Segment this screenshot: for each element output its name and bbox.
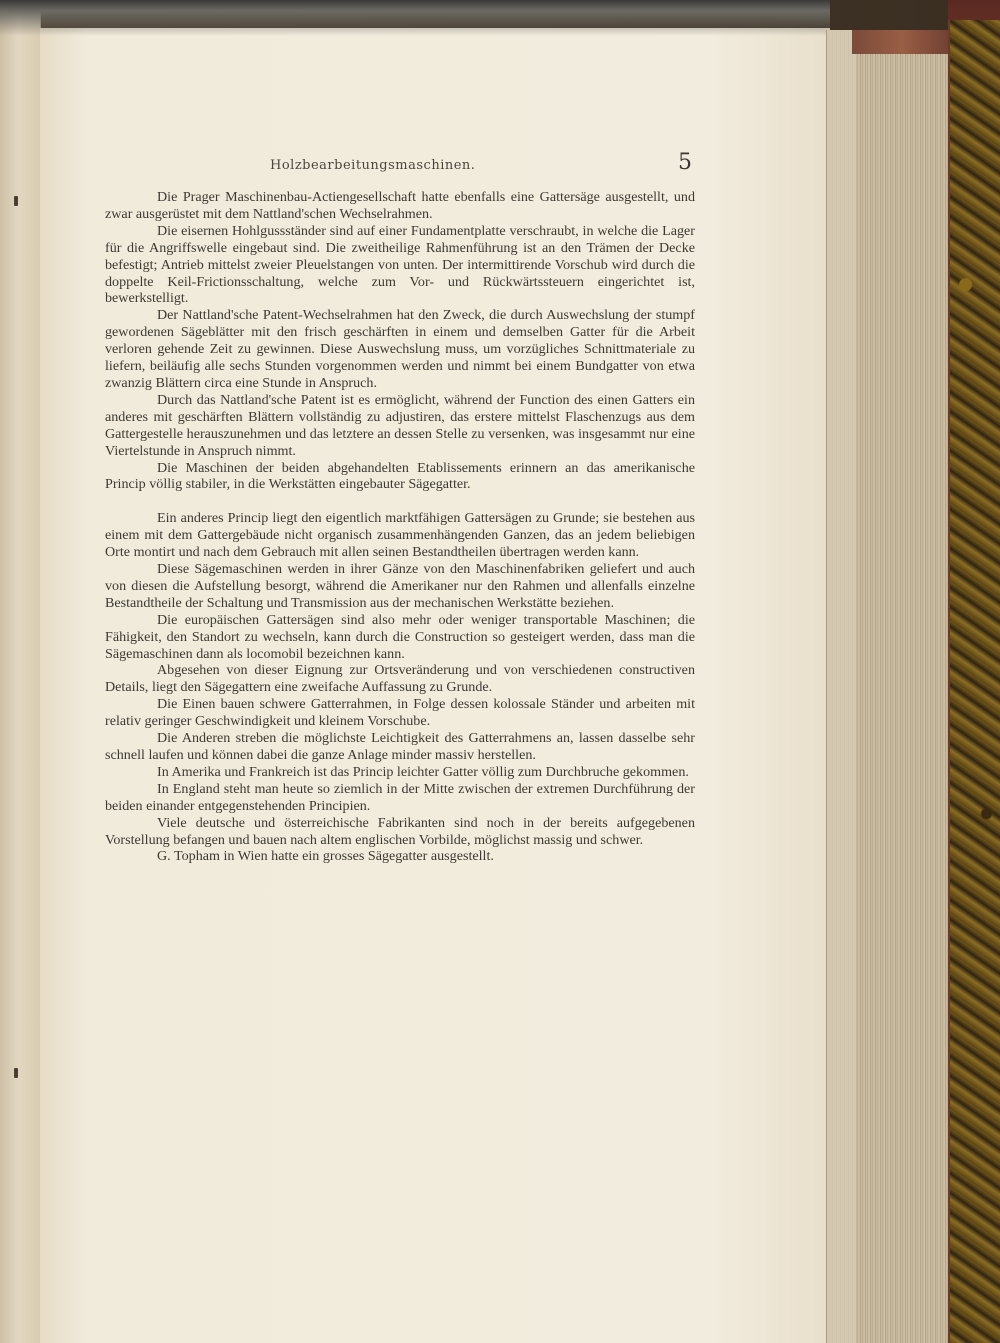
running-title: Holzbearbeitungsmaschinen. [270, 158, 476, 173]
paragraph: Der Nattland'sche Patent-Wechselrahmen hat den Zweck, die durch Auswechslung der stumpf gewordenen Sägeblätter mit den frisch geschärften in einem und demselben Gatter für die Arbeit verloren gehende Zeit zu gewinnen. Diese Auswechslung muss, um vorzügliches Schnittmateriale zu liefern, beiläufig alle sechs Stunden vorgenommen werden und nimmt bei einem Bundgatter von etwa zwanzig Blättern circa eine Stunde in Anspruch. [105, 307, 695, 391]
paragraph: In Amerika und Frankreich ist das Princip leichter Gatter völlig zum Durchbruche gekommen. [157, 763, 689, 780]
page-number: 5 [678, 150, 692, 175]
paragraph: G. Topham in Wien hatte ein grosses Sägegatter ausgestellt. [157, 848, 494, 865]
marbled-binding [948, 20, 1000, 1343]
paragraph: Die Maschinen der beiden abgehandelten Etablissements erinnern an das amerikanische Princip völlig stabiler, in die Werkstätten eingebauter Sägegatter. [105, 459, 695, 493]
paragraph: Viele deutsche und österreichische Fabrikanten sind noch in der bereits aufgegebenen Vorstellung befangen und bauen nach altem englischen Vorbilde, möglichst massig und schwer. [105, 814, 695, 848]
previous-page-edge [0, 0, 41, 1343]
page-block-edges [826, 30, 857, 1343]
paragraph: Die Anderen streben die möglichste Leichtigkeit des Gatterrahmens an, lassen dasselbe sehr schnell laufen und können dabei die ganze Anlage minder massiv herstellen. [105, 730, 695, 763]
cover-top-edge [852, 30, 952, 54]
paragraph: Abgesehen von dieser Eignung zur Ortsveränderung und von verschiedenen constructiven Details, liegt den Sägegattern eine zweifache Auffassung zu Grunde. [105, 662, 695, 696]
paragraph: In England steht man heute so ziemlich in der Mitte zwischen der extremen Durchführung der beiden einander entgegenstehenden Principien. [105, 780, 695, 814]
paragraph: Die Prager Maschinenbau-Actiengesellschaft hatte ebenfalls eine Gattersäge ausgestellt, und zwar ausgerüstet mit dem Nattland'schen Wechselrahmen. [105, 189, 695, 222]
margin-mark [14, 1068, 18, 1078]
page-body [105, 189, 695, 865]
paragraph: Die Einen bauen schwere Gatterrahmen, in Folge dessen kolossale Ständer und arbeiten mit relativ geringer Geschwindigkeit und kleinem Vorschube. [105, 696, 695, 730]
paragraph: Die eisernen Hohlgussständer sind auf einer Fundamentplatte verschraubt, in welche die Lager für die Angriffswelle eingebaut sind. Die zweitheilige Rahmenführung ist an den Trämen der Decke befestigt; Antrieb mittelst zweier Pleuelstangen von unten. Der intermittirende Vorschub wird durch die doppelte Keil-Frictionsschaltung, welche zum Vor- und Rückwärtssteuern eingerichtet ist, bewerkstelligt. [105, 222, 695, 307]
paragraph: Ein anderes Princip liegt den eigentlich marktfähigen Gattersägen zu Grunde; sie bestehen aus einem mit dem Gattergebäude nicht organisch zusammenhängenden Ganzen, das an jedem beliebigen Orte montirt und nach dem Gebrauch mit allen seinen Bestandtheilen übertragen werden kann. [105, 510, 695, 561]
top-shadow [0, 0, 830, 36]
paragraph: Durch das Nattland'sche Patent ist es ermöglicht, während der Function des einen Gatters ein anderes mit geschärften Blättern vollständig zu adjustiren, das erstere mittelst Flaschenzugs aus dem Gattergestelle herauszunehmen und das letztere an dessen Stelle zu versenken, was insgesammt nur eine Viertelstunde in Anspruch nimmt. [105, 391, 695, 459]
paragraph: Diese Sägemaschinen werden in ihrer Gänze von den Maschinenfabriken geliefert und auch von diesen die Aufstellung besorgt, während die Amerikaner nur den Rahmen und allenfalls einzelne Bestandtheile der Schaltung und Transmission aus der mechanischen Werkstätte beziehen. [105, 561, 695, 611]
paragraph: Die europäischen Gattersägen sind also mehr oder weniger transportable Maschinen; die Fähigkeit, den Standort zu wechseln, kann durch die Construction so gesteigert werden, dass man die Sägemaschinen dann als locomobil bezeichnen kann. [105, 611, 695, 662]
page-block-edges-outer [856, 50, 948, 1343]
margin-mark [14, 196, 18, 206]
